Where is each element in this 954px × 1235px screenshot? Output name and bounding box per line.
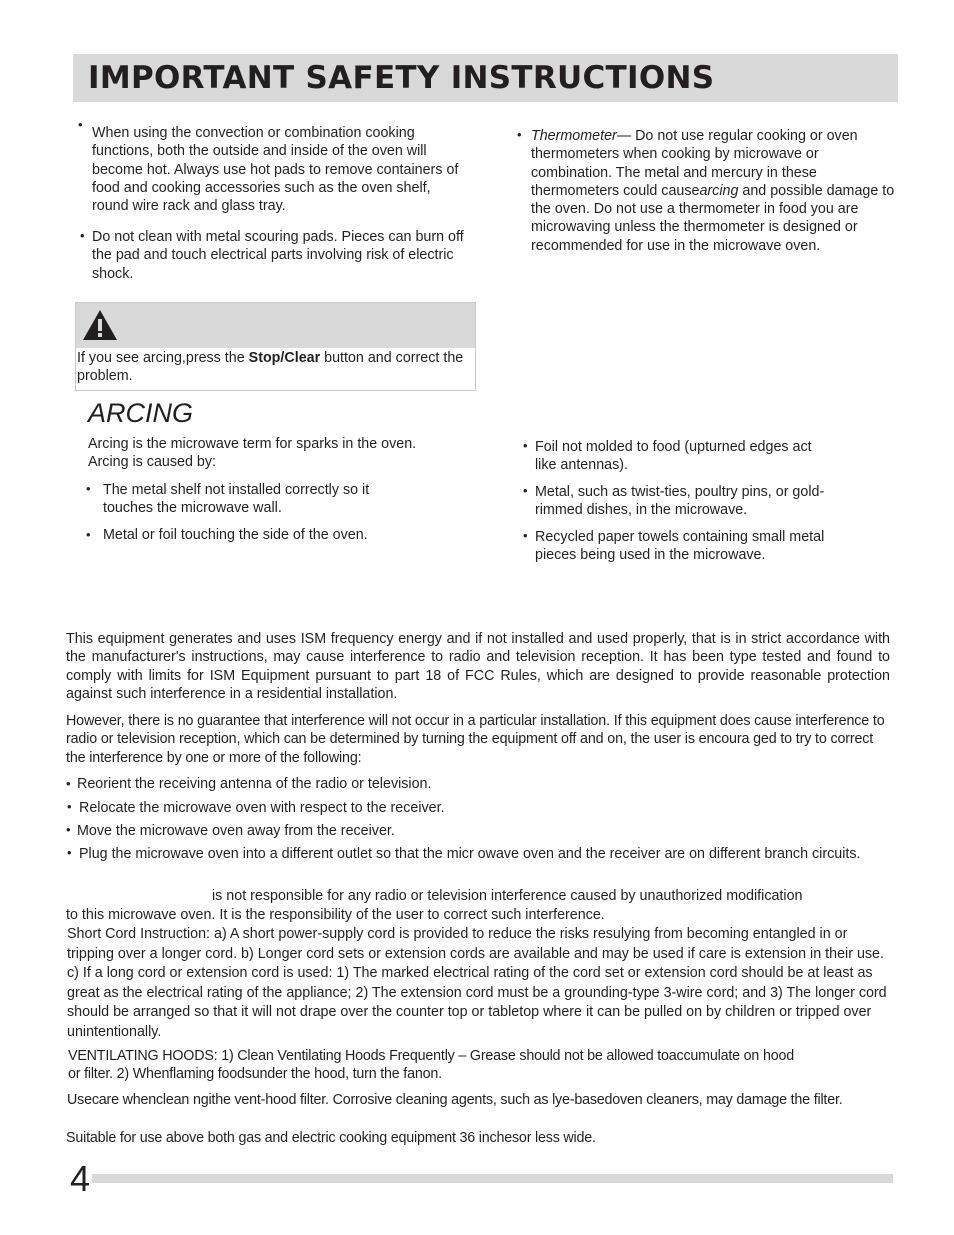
list-item: Move the microwave oven away from the receiver. <box>77 823 395 839</box>
bullet-dot: • <box>67 799 72 814</box>
hoods-line-1: VENTILATING HOODS: 1) Clean Ventilating Hoods Frequently – Grease should not be allowed toaccumulate on hood <box>68 1048 794 1064</box>
short-cord-instruction: Short Cord Instruction: a) A short power-supply cord is provided to reduce the risks resulying from becoming entangled in or tripping over a longer cord. b) Longer cord sets or extension cords are available and may be used if care is extension in their use. c) If a long cord or extension cord is used: 1) The marked electrical rating of the cord set or extension cord should be at least as great as the electrical rating of the appliance; 2) The extension cord must be a grounding-type 3-wire cord; and 3) The longer cord should be arranged so that it will not drape over the counter top or tabletop where it can be pulled on by children or tripped over unintentionally. <box>67 926 887 1040</box>
page-number: 4 <box>70 1158 91 1199</box>
list-item: Plug the microwave oven into a different outlet so that the micr owave oven and the receiver are on different branch circuits. <box>79 846 861 862</box>
responsibility-line: is not responsible for any radio or television interference caused by unauthorized modification <box>212 888 803 904</box>
bullet-dot: • <box>523 483 528 498</box>
thermometer-text: — Do not use regular cooking or oven thermometers when cooking by microwave or combination. The metal and mercury in these thermometers could cause <box>531 128 858 199</box>
warning-text <box>77 349 472 386</box>
warning-text-end: button and correct the problem. <box>77 350 464 385</box>
hoods-line-4: Suitable for use above both gas and electric cooking equipment 36 inchesor less wide. <box>66 1130 596 1146</box>
list-item: Do not clean with metal scouring pads. Pieces can burn off the pad and touch electrical parts involving risk of electric shock. <box>92 229 464 282</box>
bullet-dot: • <box>66 822 71 837</box>
bullet-dot: • <box>66 776 71 791</box>
warning-header <box>76 303 475 348</box>
bullet-dot: • <box>523 438 528 453</box>
list-item: Reorient the receiving antenna of the radio or television. <box>77 776 432 792</box>
list-item: Foil not molded to food (upturned edges act like antennas). <box>535 439 812 474</box>
list-item: When using the convection or combination cooking functions, both the outside and inside of the oven will become hot. Always use hot pads to remove containers of food and cooking accessories such as the oven shelf, round wire rack and glass tray. <box>92 125 459 215</box>
list-item: Metal or foil touching the side of the oven. <box>103 527 368 543</box>
hoods-line-2: or filter. 2) Whenflaming foodsunder the hood, turn the fanon. <box>68 1066 442 1082</box>
section-title: ARCING <box>88 398 194 428</box>
list-item: Relocate the microwave oven with respect to the receiver. <box>79 800 445 816</box>
arcing-word: arcing <box>699 182 739 199</box>
bullet-dot: • <box>86 481 91 496</box>
list-item: The metal shelf not installed correctly so it touches the microwave wall. <box>103 482 370 517</box>
bullet-dot: • <box>67 845 72 860</box>
thermometer-term: Thermometer <box>531 128 617 144</box>
thermometer-item <box>531 127 896 255</box>
bullet-dot: • <box>523 528 528 543</box>
arcing-intro-2: Arcing is caused by: <box>88 454 216 470</box>
page-title: IMPORTANT SAFETY INSTRUCTIONS <box>88 60 715 96</box>
list-item: Recycled paper towels containing small metal pieces being used in the microwave. <box>535 529 825 564</box>
bullet-dot: • <box>86 527 91 542</box>
footer-bar <box>92 1174 893 1183</box>
bullet-dot: • <box>80 228 85 243</box>
stop-clear-label: Stop/Clear <box>248 350 321 366</box>
bullet-dot: • <box>517 127 522 142</box>
interference-paragraph: This equipment generates and uses ISM frequency energy and if not installed and used properly, that is in strict accordance with the manufacturer's instructions, may cause interference to radio and television reception. It has been type tested and found to comply with limits for ISM Equipment pursuant to part 18 of FCC Rules, which are designed to provide reasonable protection against such interference in a residential installation. <box>66 631 890 702</box>
thermometer-text-end: and possible damage to the oven. Do not use a thermometer in food you are microwaving unless the thermometer is designed or recommended for use in the microwave oven. <box>531 182 895 254</box>
responsibility-line-2: to this microwave oven. It is the responsibility of the user to correct such interference. <box>66 907 605 923</box>
hoods-line-3: Usecare whenclean ngithe vent-hood filter. Corrosive cleaning agents, such as lye-basedoven cleaners, may damage the filter. <box>67 1092 843 1108</box>
interference-paragraph-2: However, there is no guarantee that interference will not occur in a particular installation. If this equipment does cause interference to radio or television reception, which can be determined by turning the equipment off and on, the user is encoura ged to try to correct the interference by one or more of the following: <box>66 713 885 766</box>
warning-triangle-icon <box>82 309 118 341</box>
arcing-intro: Arcing is the microwave term for sparks in the oven. <box>88 436 417 452</box>
list-item: Metal, such as twist-ties, poultry pins, or gold-rimmed dishes, in the microwave. <box>535 484 825 519</box>
bullet-dot: • <box>78 117 83 132</box>
warning-text-start: If you see arcing,press the <box>77 350 249 366</box>
